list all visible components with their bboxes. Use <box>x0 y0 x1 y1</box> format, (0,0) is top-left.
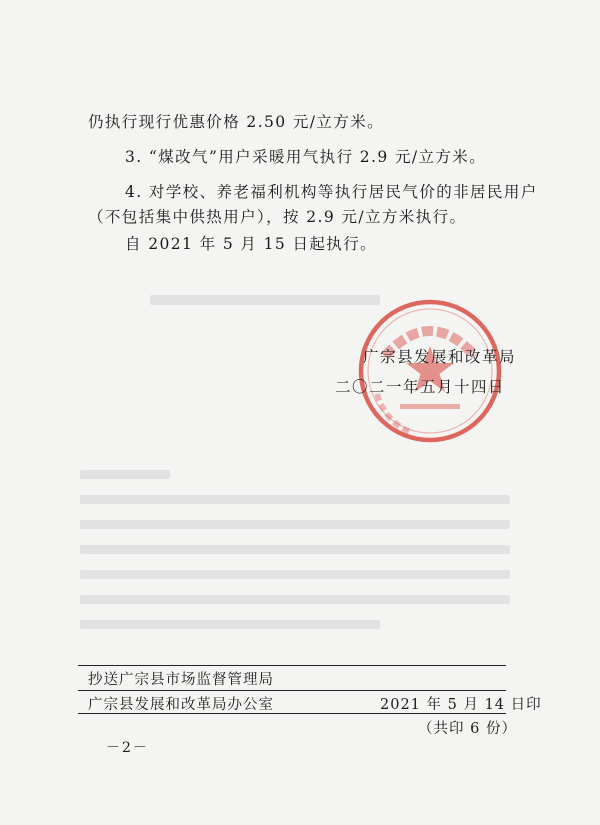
signature-organization: 广宗县发展和改革局 <box>363 348 517 366</box>
copies-count: （共印 6 份） <box>418 721 517 737</box>
official-seal-icon <box>355 296 505 446</box>
page-number: －2－ <box>106 740 149 756</box>
body-line-2: 3. “煤改气”用户采暖用气执行 2.9 元/立方米。 <box>125 148 487 166</box>
issuing-office: 广宗县发展和改革局办公室 <box>88 697 274 713</box>
signature-date: 二〇二一年五月十四日 <box>335 378 506 396</box>
body-line-5: 自 2021 年 5 月 15 日起执行。 <box>125 235 377 253</box>
body-line-1: 仍执行现行优惠价格 2.50 元/立方米。 <box>88 113 384 131</box>
print-date: 2021 年 5 月 14 日印 <box>380 697 542 713</box>
footer-divider-top <box>78 665 506 666</box>
body-line-3: 4. 对学校、养老福利机构等执行居民气价的非居民用户 <box>125 183 538 201</box>
footer-divider-middle <box>78 690 506 691</box>
cc-recipient: 抄送广宗县市场监督管理局 <box>88 672 274 688</box>
body-line-4: （不包括集中供热用户），按 2.9 元/立方米执行。 <box>88 208 467 226</box>
